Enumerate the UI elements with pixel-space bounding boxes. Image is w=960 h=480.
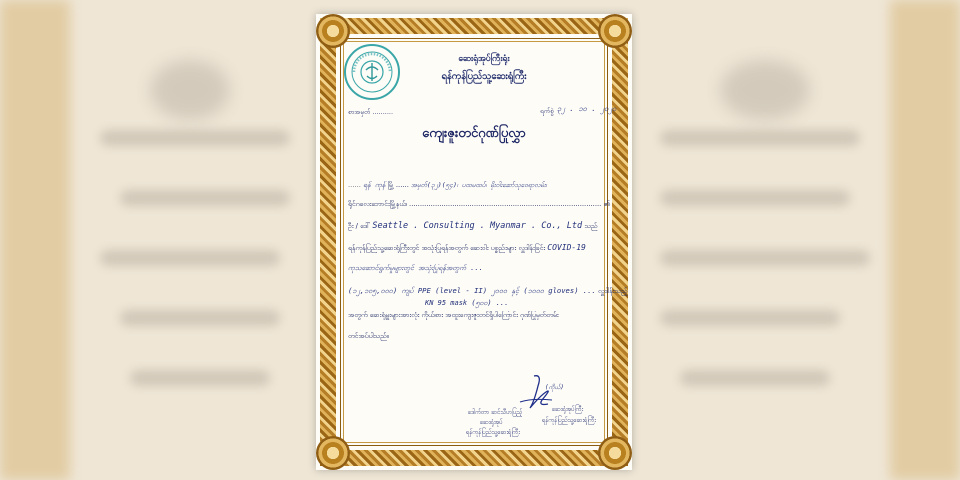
city-handwritten: ရန် ကုန် bbox=[363, 181, 386, 189]
body-line-8: တင်အပ်ပါသည်။ bbox=[348, 332, 389, 340]
certificate-title: ကျေးဇူးတင်ဂုဏ်ပြုလွှာ bbox=[422, 126, 526, 141]
body-line-6: (၁၂,၁၀၅,၀၀၀) ကျပ် PPE (level - II) ၂၀၀၀ နှင့် (၁၀၀၀ gloves) ... လှူဒါန်းသည့် bbox=[348, 286, 628, 295]
corner-ornament-top-left bbox=[316, 14, 350, 48]
body-line-7: အတွက် ဆေးရုံမှူးများအားလုံး ကိုယ်စား အထူးကျေးဇူးတင်ရှိပါကြောင်း ဂုဏ်ပြုမှတ်တမ်း bbox=[348, 311, 559, 319]
signatory-left-line-3: ရန်ကုန်ပြည်သူ့ဆေးရုံကြီး bbox=[466, 429, 520, 436]
corner-ornament-bottom-right bbox=[598, 436, 632, 470]
date-label: ရက်စွဲ bbox=[540, 107, 554, 115]
signature-mark: (ကိုယ်) bbox=[545, 384, 564, 391]
body-line-1: ...... ရန် ကုန် မြို့ ...... အမှတ်(၃၂)(၅၄)၊ ပထမထပ်၊ မိုးဝါးဆော်သုဝေရာလမ်း၊ bbox=[348, 181, 547, 189]
corner-ornament-top-right bbox=[598, 14, 632, 48]
donor-name-handwritten: Seattle . Consulting . Myanmar . Co., Ltd bbox=[372, 221, 583, 231]
corner-ornament-bottom-left bbox=[316, 436, 350, 470]
body-line-5: ကုသဆောင်ရွက်မှုများတွင် အသုံးပြုရန်အတွက် ... bbox=[348, 264, 483, 272]
hospital-seal-icon bbox=[344, 44, 400, 100]
signatory-right-line-2: ရန်ကုန်ပြည်သူ့ဆေးရုံကြီး bbox=[542, 417, 596, 424]
body-line-6b: KN 95 mask (၅၀၀) ... bbox=[425, 299, 509, 307]
body-line-2: ရိုင်ဂလေးဘောင်းမြို့နယ်၊ ......................................................................................... ၏ bbox=[348, 200, 610, 208]
header-line-2: ရန်ကုန်ပြည်သူ့ဆေးရုံကြီး bbox=[441, 71, 527, 82]
covid-handwritten: COVID-19 bbox=[547, 243, 586, 252]
donation-items-handwritten: (၁၂,၁၀၅,၀၀၀) ကျပ် PPE (level - II) ၂၀၀၀ နှင့် (၁၀၀၀ gloves) ... bbox=[348, 286, 596, 295]
date-value: ၃၂ . ၁၀ . ၂၀၂၀ bbox=[557, 104, 617, 113]
body-line-3: ဦး / ဒေါ် Seattle . Consulting . Myanmar . Co., Ltd သည် bbox=[348, 221, 598, 231]
address-handwritten: အမှတ်(၃၂)(၅၄)၊ ပထမထပ်၊ မိုးဝါးဆော်သုဝေရာလမ်း၊ bbox=[411, 181, 547, 189]
signatory-left-line-2: ဆေးရုံအုပ် bbox=[480, 419, 503, 426]
signatory-right-line-1: ဆေးရုံအုပ်ကြီး bbox=[552, 406, 584, 413]
header-line-1: ဆေးရုံအုပ်ကြီးရုံး bbox=[458, 54, 510, 64]
body-line-4: ရန်ကုန်ပြည်သူ့ဆေးရုံကြီးတွင် အသုံးပြုရန်အတွက် ဆေးဝါး ပစ္စည်းများ လှူဒါန်းခြင်း COVID-19 bbox=[348, 243, 586, 252]
reference-number: စာအမှတ် .......... bbox=[348, 108, 394, 116]
signatory-left-line-1: ဒေါက်တာ ဆင်သီဟပြည့် bbox=[468, 409, 523, 416]
